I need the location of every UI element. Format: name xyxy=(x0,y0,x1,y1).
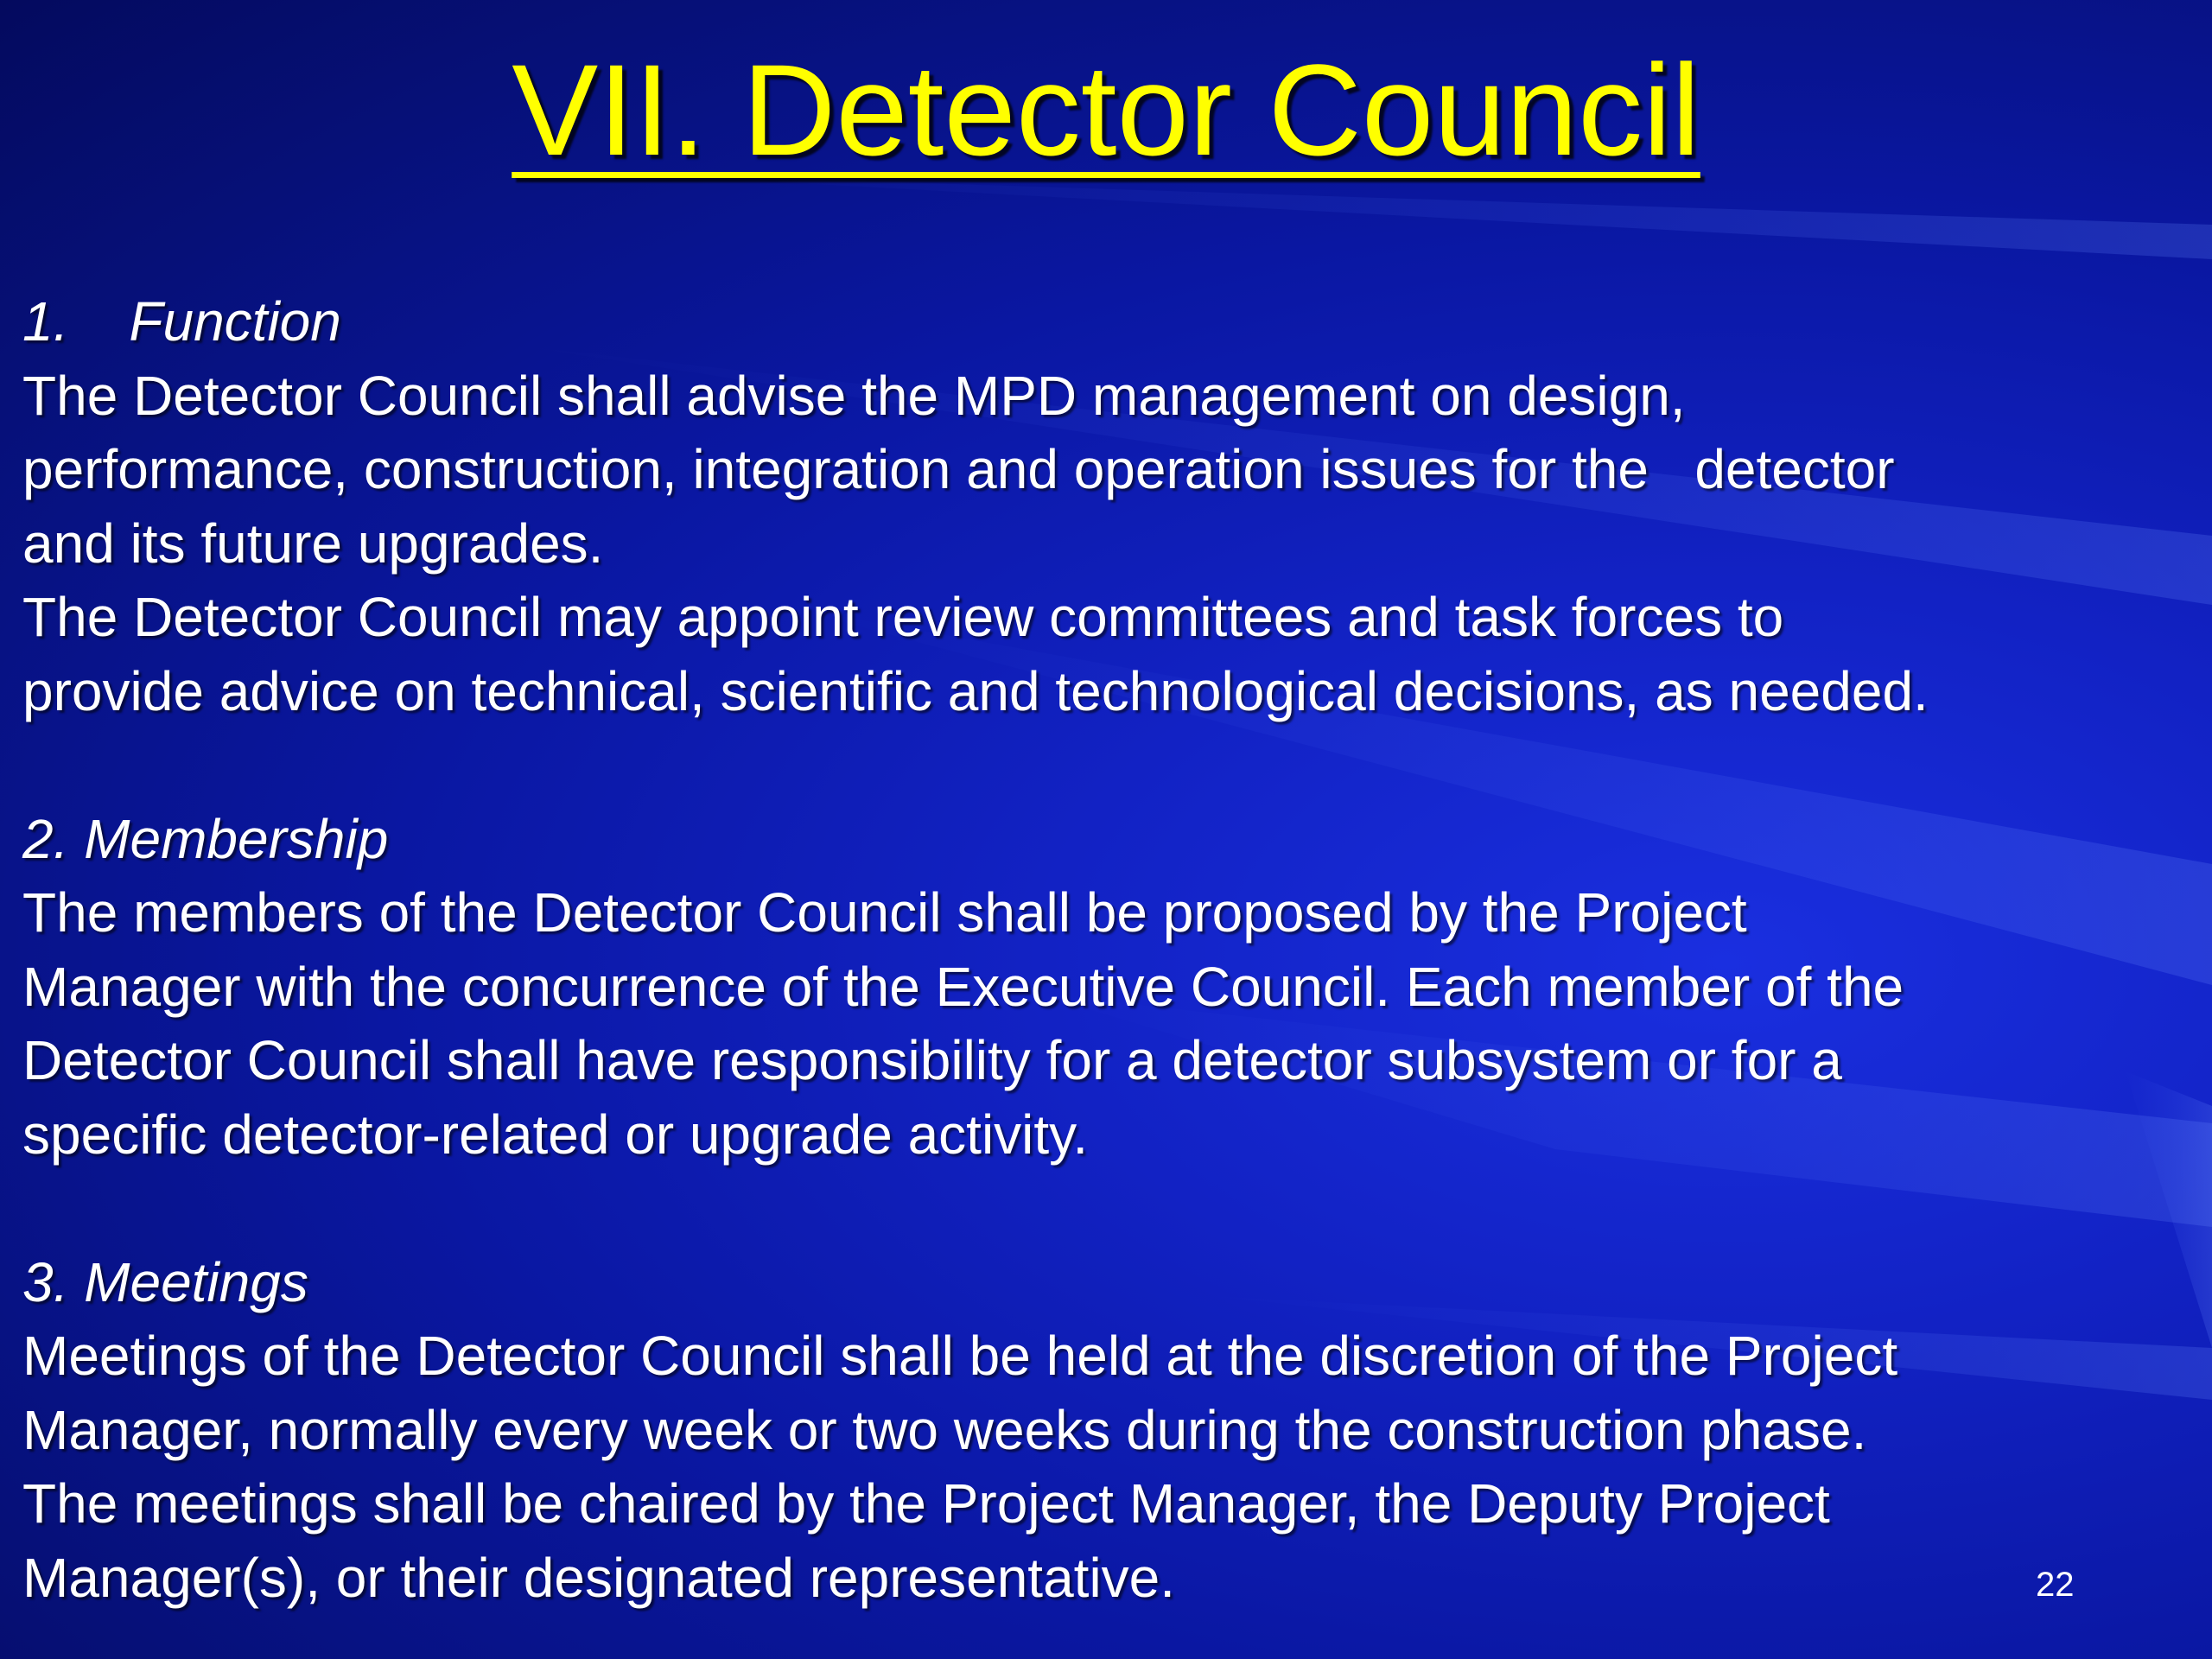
slide-title: VII. Detector Council xyxy=(512,37,1700,182)
section-meetings xyxy=(22,1246,2183,1616)
section-spacer xyxy=(22,1172,2183,1246)
body-line: The meetings shall be chaired by the Project Manager, the Deputy Project xyxy=(22,1472,1830,1535)
body-line: Detector Council shall have responsibility for a detector subsystem or for a xyxy=(22,1029,1842,1091)
section-heading-meetings: 3. Meetings xyxy=(22,1250,308,1313)
body-line: performance, construction, integration and operation issues for the detector xyxy=(22,438,1895,500)
section-heading-function xyxy=(22,285,2183,359)
section-membership xyxy=(22,803,2183,1173)
section-heading-membership: 2. Membership xyxy=(22,807,389,870)
body-line: provide advice on technical, scientific and technological decisions, as needed. xyxy=(22,659,1929,722)
section-function xyxy=(22,285,2183,728)
slide-body xyxy=(22,285,2183,1615)
section-spacer xyxy=(22,728,2183,803)
body-line: specific detector-related or upgrade activity. xyxy=(22,1103,1089,1166)
body-line: The Detector Council shall advise the MPD management on design, xyxy=(22,364,1686,427)
body-line: Manager with the concurrence of the Executive Council. Each member of the xyxy=(22,955,1904,1018)
body-line: Manager(s), or their designated representative. xyxy=(22,1546,1176,1609)
body-line: The Detector Council may appoint review committees and task forces to xyxy=(22,586,1784,648)
section-heading-label: Function xyxy=(129,290,341,353)
section-heading-number: 1. xyxy=(22,290,69,353)
body-line: Manager, normally every week or two weeks during the construction phase. xyxy=(22,1398,1867,1461)
body-line: The members of the Detector Council shall be proposed by the Project xyxy=(22,881,1747,944)
body-line: Meetings of the Detector Council shall be held at the discretion of the Project xyxy=(22,1325,1898,1387)
page-number: 22 xyxy=(2036,1566,2075,1604)
body-line: and its future upgrades. xyxy=(22,512,604,575)
